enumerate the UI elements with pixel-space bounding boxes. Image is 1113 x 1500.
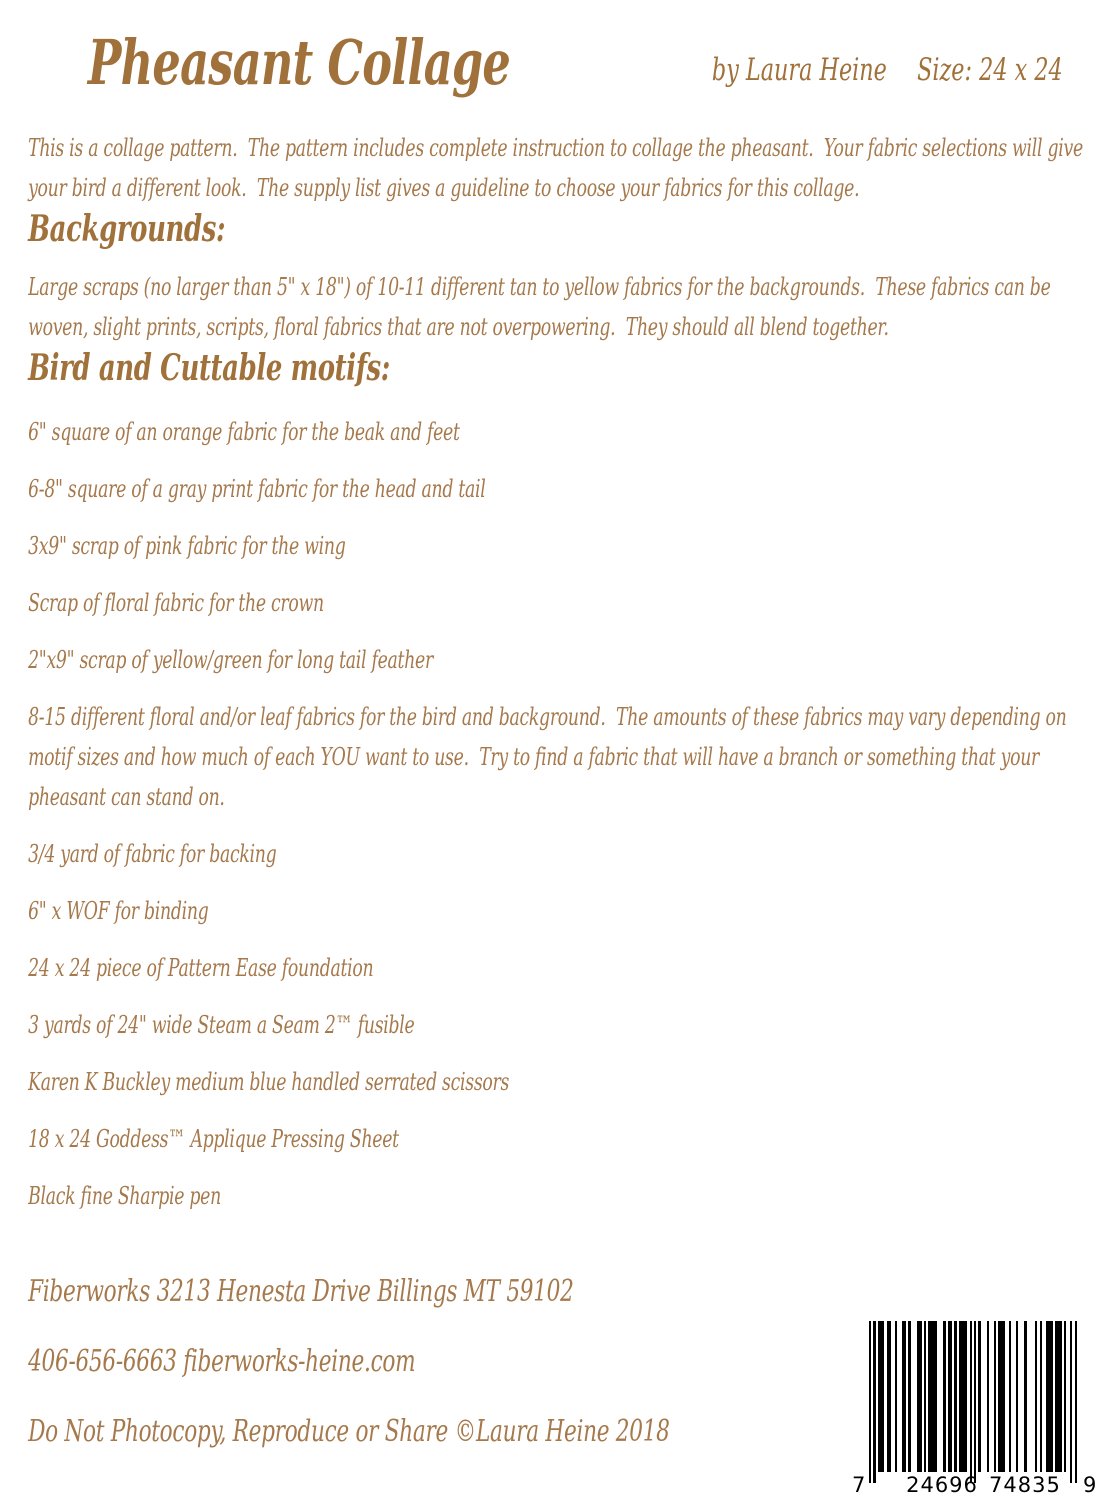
footer-copyright: Do Not Photocopy, Reproduce or Share ©Laura Heine 2018 (28, 1414, 670, 1449)
supply-item: 6-8" square of a gray print fabric for the head and tail (28, 475, 486, 503)
supply-item: 2"x9" scrap of yellow/green for long tail feather (28, 646, 433, 674)
section-heading-motifs: Bird and Cuttable motifs: (28, 347, 390, 389)
supplies-list (28, 412, 1085, 1216)
supply-item: 6" x WOF for binding (28, 897, 209, 925)
barcode (852, 1321, 1098, 1499)
size-label: Size: 24 x 24 (917, 52, 1063, 88)
footer-address: Fiberworks 3213 Henesta Drive Billings MT 59102 (28, 1274, 574, 1309)
header (28, 26, 1085, 100)
supply-item: 3 yards of 24" wide Steam a Seam 2™ fusible (28, 1011, 415, 1039)
supply-item: Black fine Sharpie pen (28, 1182, 221, 1210)
supply-item: Scrap of floral fabric for the crown (28, 589, 324, 617)
intro-paragraph: This is a collage pattern. The pattern includes complete instruction to collage the pheasant. Your fabric selections will give your bird a different look. The supply list gives a guideline to choose your fabrics for this collage. (28, 134, 1089, 202)
barcode-digit-lead: 7 (852, 1473, 867, 1497)
supply-item: 8-15 different floral and/or leaf fabrics for the bird and background. The amounts of these fabrics may vary depending on motif sizes and how much of each YOU want to use. Try to find a fabric that will have a branch or something that your pheasant can stand on. (28, 703, 1072, 811)
supply-item: 24 x 24 piece of Pattern Ease foundation (28, 954, 374, 982)
supply-item: 3/4 yard of fabric for backing (28, 840, 277, 868)
supply-item: 6" square of an orange fabric for the beak and feet (28, 418, 460, 446)
text-column (0, 26, 1113, 1452)
barcode-digit-group1: 24696 (906, 1473, 978, 1497)
barcode-bars (869, 1321, 1081, 1483)
barcode-digit-group2: 74835 (989, 1473, 1061, 1497)
byline (712, 52, 1063, 88)
barcode-digit-check: 9 (1083, 1473, 1098, 1497)
section-heading-backgrounds: Backgrounds: (28, 208, 226, 250)
footer-contact: 406-656-6663 fiberworks-heine.com (28, 1344, 416, 1379)
backgrounds-paragraph: Large scraps (no larger than 5" x 18") of 10-11 different tan to yellow fabrics for the backgrounds. These fabrics can be woven, slight prints, scripts, floral fabrics that are not overpowering. They should all blend together. (28, 273, 1056, 341)
byline-author: by Laura Heine (711, 52, 887, 88)
supply-item: Karen K Buckley medium blue handled serrated scissors (28, 1068, 510, 1096)
supply-item: 3x9" scrap of pink fabric for the wing (28, 532, 346, 560)
supply-item: 18 x 24 Goddess™ Applique Pressing Sheet (28, 1125, 399, 1153)
page-title: Pheasant Collage (87, 26, 511, 99)
